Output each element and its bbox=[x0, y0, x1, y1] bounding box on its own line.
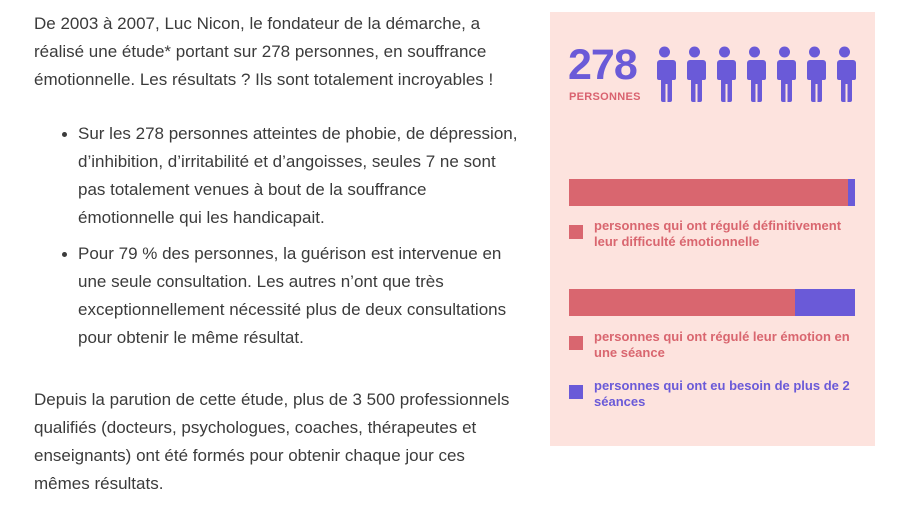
bar-sessions bbox=[569, 289, 855, 316]
person-icon bbox=[803, 46, 826, 102]
intro-paragraph: De 2003 à 2007, Luc Nicon, le fondateur de la démarche, a réalisé une étude* portant sur 278 personnes, en souffrance émotionnelle. Les résultats ? Ils sont totalement incroyables ! bbox=[34, 14, 494, 89]
person-icon bbox=[653, 46, 676, 102]
bullet-icon bbox=[62, 132, 67, 137]
list-item bbox=[78, 240, 518, 352]
results-list bbox=[78, 120, 518, 352]
legend-swatch-pink bbox=[569, 225, 583, 239]
outro-paragraph: Depuis la parution de cette étude, plus de 3 500 professionnels qualifiés (docteurs, psychologues, coaches, thérapeutes et enseignants) ont été formés pour obtenir chaque jour ces mêmes résultats. bbox=[34, 390, 510, 493]
list-item bbox=[78, 120, 518, 232]
bar-segment-pink bbox=[569, 179, 848, 206]
person-icon bbox=[773, 46, 796, 102]
legend-item bbox=[569, 378, 859, 410]
legend-swatch-violet bbox=[569, 385, 583, 399]
list-item-text: Pour 79 % des personnes, la guérison est intervenue en une seule consultation. Les autres n’ont que très exceptionnellement nécessité plus de deux consultations pour obtenir le même résultat. bbox=[78, 244, 507, 347]
person-icon bbox=[743, 46, 766, 102]
person-icon bbox=[683, 46, 706, 102]
legend-swatch-pink bbox=[569, 336, 583, 350]
legend-label: personnes qui ont eu besoin de plus de 2 séances bbox=[594, 378, 850, 409]
people-icons bbox=[653, 46, 856, 104]
study-infographic bbox=[550, 12, 875, 446]
person-icon bbox=[833, 46, 856, 102]
bar-segment-pink bbox=[569, 289, 795, 316]
person-icon bbox=[713, 46, 736, 102]
bullet-icon bbox=[62, 252, 67, 257]
list-item-text: Sur les 278 personnes atteintes de phobie, de dépression, d’inhibition, d’irritabilité et d’angoisses, seules 7 ne sont pas totalement venues à bout de la souffrance émotionnelle qui les handicapait. bbox=[78, 124, 518, 227]
legend-label: personnes qui ont régulé leur émotion en une séance bbox=[594, 329, 850, 360]
bar-definitive-regulation bbox=[569, 179, 855, 206]
people-count-label: PERSONNES bbox=[569, 91, 641, 103]
bar-segment-violet bbox=[848, 179, 855, 206]
legend-item bbox=[569, 329, 859, 361]
legend-label: personnes qui ont régulé définitivement leur difficulté émotionnelle bbox=[594, 218, 842, 249]
bar-segment-violet bbox=[795, 289, 855, 316]
legend-item bbox=[569, 218, 859, 250]
people-count: 278 bbox=[568, 41, 637, 89]
